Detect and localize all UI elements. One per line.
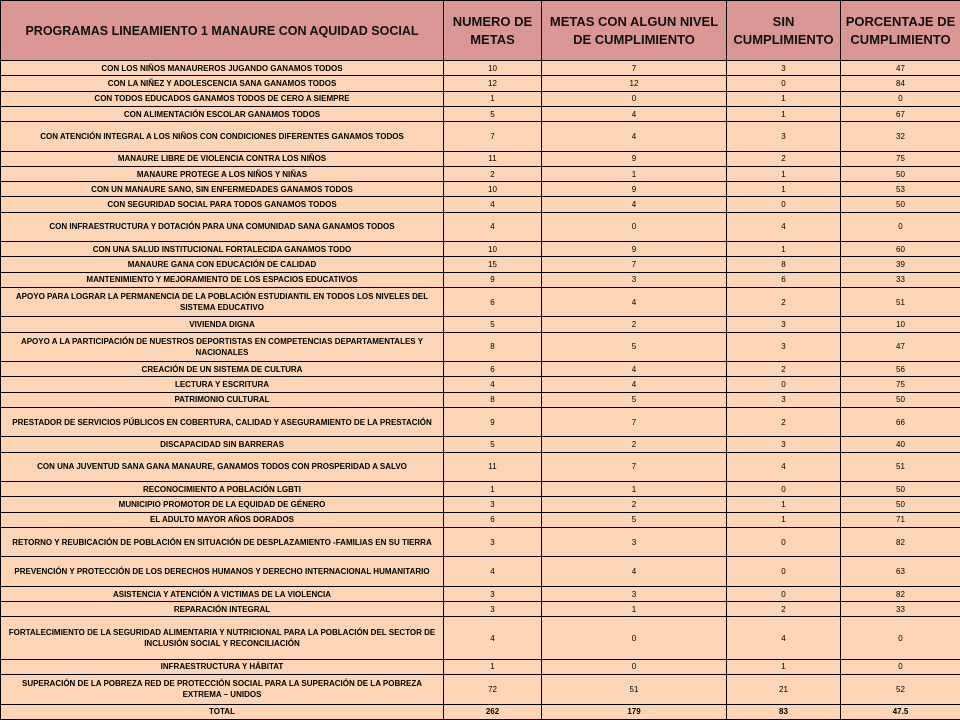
goal-count-cell: 3	[444, 602, 542, 617]
program-name-cell: SUPERACIÓN DE LA POBREZA RED DE PROTECCIÓN SOCIAL PARA LA SUPERACIÓN DE LA POBREZA EXTREMA – UNIDOS	[1, 675, 444, 704]
total-no-compliance-cell: 83	[727, 704, 841, 719]
table-row	[1, 166, 960, 181]
table-row	[1, 91, 960, 106]
goals-with-progress-cell: 7	[542, 408, 727, 437]
compliance-percentage-cell: 50	[841, 197, 960, 212]
no-compliance-cell: 3	[727, 332, 841, 361]
goals-with-progress-cell: 7	[542, 452, 727, 481]
table-row	[1, 392, 960, 407]
program-name-cell: RETORNO Y REUBICACIÓN DE POBLACIÓN EN SITUACIÓN DE DESPLAZAMIENTO -FAMILIAS EN SU TIERRA	[1, 528, 444, 557]
goal-count-cell: 4	[444, 617, 542, 659]
goals-with-progress-cell: 4	[542, 106, 727, 121]
compliance-percentage-cell: 56	[841, 362, 960, 377]
goal-count-cell: 5	[444, 437, 542, 452]
goal-count-cell: 8	[444, 332, 542, 361]
no-compliance-cell: 4	[727, 617, 841, 659]
program-name-cell: CREACIÓN DE UN SISTEMA DE CULTURA	[1, 362, 444, 377]
table-row	[1, 212, 960, 241]
no-compliance-cell: 0	[727, 557, 841, 586]
program-name-cell: INFRAESTRUCTURA Y HÁBITAT	[1, 659, 444, 674]
header-compliance-percentage: PORCENTAJE DE CUMPLIMIENTO	[841, 1, 960, 61]
no-compliance-cell: 2	[727, 151, 841, 166]
no-compliance-cell: 2	[727, 288, 841, 317]
total-goal-count-cell: 262	[444, 704, 542, 719]
goals-with-progress-cell: 2	[542, 437, 727, 452]
table-row	[1, 288, 960, 317]
goals-with-progress-cell: 1	[542, 482, 727, 497]
no-compliance-cell: 2	[727, 408, 841, 437]
goal-count-cell: 10	[444, 61, 542, 76]
compliance-percentage-cell: 50	[841, 482, 960, 497]
program-name-cell: CON UN MANAURE SANO, SIN ENFERMEDADES GANAMOS TODOS	[1, 182, 444, 197]
total-goals-with-progress-cell: 179	[542, 704, 727, 719]
no-compliance-cell: 0	[727, 586, 841, 601]
no-compliance-cell: 1	[727, 91, 841, 106]
goal-count-cell: 7	[444, 122, 542, 151]
no-compliance-cell: 4	[727, 212, 841, 241]
goal-count-cell: 15	[444, 257, 542, 272]
compliance-percentage-cell: 47	[841, 61, 960, 76]
goals-with-progress-cell: 9	[542, 151, 727, 166]
program-name-cell: CON ATENCIÓN INTEGRAL A LOS NIÑOS CON CONDICIONES DIFERENTES GANAMOS TODOS	[1, 122, 444, 151]
goal-count-cell: 8	[444, 392, 542, 407]
compliance-percentage-cell: 40	[841, 437, 960, 452]
goals-with-progress-cell: 4	[542, 197, 727, 212]
goal-count-cell: 11	[444, 151, 542, 166]
no-compliance-cell: 1	[727, 497, 841, 512]
header-row	[1, 1, 960, 61]
program-name-cell: DISCAPACIDAD SIN BARRERAS	[1, 437, 444, 452]
no-compliance-cell: 4	[727, 452, 841, 481]
table-row	[1, 557, 960, 586]
no-compliance-cell: 3	[727, 122, 841, 151]
no-compliance-cell: 0	[727, 377, 841, 392]
table-row	[1, 257, 960, 272]
no-compliance-cell: 2	[727, 602, 841, 617]
no-compliance-cell: 6	[727, 272, 841, 287]
program-name-cell: APOYO A LA PARTICIPACIÓN DE NUESTROS DEPORTISTAS EN COMPETENCIAS DEPARTAMENTALES Y NACIONALES	[1, 332, 444, 361]
goals-with-progress-cell: 7	[542, 257, 727, 272]
no-compliance-cell: 1	[727, 106, 841, 121]
no-compliance-cell: 3	[727, 317, 841, 332]
compliance-percentage-cell: 52	[841, 675, 960, 704]
no-compliance-cell: 0	[727, 528, 841, 557]
goal-count-cell: 4	[444, 197, 542, 212]
total-program-name-cell: TOTAL	[1, 704, 444, 719]
compliance-percentage-cell: 51	[841, 288, 960, 317]
table-row	[1, 76, 960, 91]
goal-count-cell: 6	[444, 512, 542, 527]
goal-count-cell: 3	[444, 497, 542, 512]
compliance-percentage-cell: 84	[841, 76, 960, 91]
goal-count-cell: 5	[444, 106, 542, 121]
compliance-percentage-cell: 75	[841, 377, 960, 392]
goals-with-progress-cell: 1	[542, 602, 727, 617]
goal-count-cell: 9	[444, 408, 542, 437]
goals-with-progress-cell: 4	[542, 377, 727, 392]
no-compliance-cell: 3	[727, 61, 841, 76]
goal-count-cell: 10	[444, 182, 542, 197]
table-row	[1, 122, 960, 151]
program-name-cell: CON SEGURIDAD SOCIAL PARA TODOS GANAMOS TODOS	[1, 197, 444, 212]
table-row	[1, 151, 960, 166]
compliance-percentage-cell: 50	[841, 166, 960, 181]
program-name-cell: MANTENIMIENTO Y MEJORAMIENTO DE LOS ESPACIOS EDUCATIVOS	[1, 272, 444, 287]
compliance-percentage-cell: 33	[841, 272, 960, 287]
table-row	[1, 61, 960, 76]
goal-count-cell: 6	[444, 362, 542, 377]
compliance-percentage-cell: 0	[841, 212, 960, 241]
goal-count-cell: 12	[444, 76, 542, 91]
program-name-cell: VIVIENDA DIGNA	[1, 317, 444, 332]
table-body	[1, 61, 960, 720]
total-compliance-percentage-cell: 47.5	[841, 704, 960, 719]
compliance-percentage-cell: 10	[841, 317, 960, 332]
table-row	[1, 106, 960, 121]
goals-with-progress-cell: 2	[542, 317, 727, 332]
goal-count-cell: 2	[444, 166, 542, 181]
program-name-cell: MANAURE GANA CON EDUCACIÓN DE CALIDAD	[1, 257, 444, 272]
goals-with-progress-cell: 0	[542, 91, 727, 106]
program-name-cell: MANAURE LIBRE DE VIOLENCIA CONTRA LOS NIÑOS	[1, 151, 444, 166]
compliance-percentage-cell: 82	[841, 528, 960, 557]
compliance-percentage-cell: 50	[841, 392, 960, 407]
table-row	[1, 528, 960, 557]
table-row	[1, 452, 960, 481]
table-row	[1, 497, 960, 512]
goals-with-progress-cell: 2	[542, 497, 727, 512]
goal-count-cell: 4	[444, 377, 542, 392]
goal-count-cell: 5	[444, 317, 542, 332]
no-compliance-cell: 1	[727, 182, 841, 197]
no-compliance-cell: 0	[727, 482, 841, 497]
program-name-cell: APOYO PARA LOGRAR LA PERMANENCIA DE LA POBLACIÓN ESTUDIANTIL EN TODOS LOS NIVELES DEL SISTEMA EDUCATIVO	[1, 288, 444, 317]
compliance-percentage-cell: 75	[841, 151, 960, 166]
no-compliance-cell: 1	[727, 242, 841, 257]
header-goals-with-progress: METAS CON ALGUN NIVEL DE CUMPLIMIENTO	[542, 1, 727, 61]
program-name-cell: REPARACIÓN INTEGRAL	[1, 602, 444, 617]
goal-count-cell: 6	[444, 288, 542, 317]
program-name-cell: CON TODOS EDUCADOS GANAMOS TODOS DE CERO A SIEMPRE	[1, 91, 444, 106]
goals-with-progress-cell: 51	[542, 675, 727, 704]
program-name-cell: CON ALIMENTACIÓN ESCOLAR GANAMOS TODOS	[1, 106, 444, 121]
program-name-cell: MANAURE PROTEGE A LOS NIÑOS Y NIÑAS	[1, 166, 444, 181]
goals-with-progress-cell: 3	[542, 272, 727, 287]
no-compliance-cell: 2	[727, 362, 841, 377]
no-compliance-cell: 8	[727, 257, 841, 272]
no-compliance-cell: 3	[727, 437, 841, 452]
no-compliance-cell: 3	[727, 392, 841, 407]
table-row	[1, 332, 960, 361]
no-compliance-cell: 0	[727, 197, 841, 212]
table-row	[1, 437, 960, 452]
table-row	[1, 617, 960, 659]
compliance-percentage-cell: 63	[841, 557, 960, 586]
goals-with-progress-cell: 12	[542, 76, 727, 91]
goals-with-progress-cell: 7	[542, 61, 727, 76]
compliance-percentage-cell: 0	[841, 659, 960, 674]
program-name-cell: ASISTENCIA Y ATENCIÓN A VICTIMAS DE LA VIOLENCIA	[1, 586, 444, 601]
goal-count-cell: 11	[444, 452, 542, 481]
table-row	[1, 197, 960, 212]
program-name-cell: FORTALECIMIENTO DE LA SEGURIDAD ALIMENTARIA Y NUTRICIONAL PARA LA POBLACIÓN DEL SECTOR DE INCLUSIÓN SOCIAL Y RECONCILIACIÓN	[1, 617, 444, 659]
table-row	[1, 362, 960, 377]
table-row	[1, 482, 960, 497]
table-row	[1, 182, 960, 197]
goals-with-progress-cell: 3	[542, 586, 727, 601]
compliance-percentage-cell: 53	[841, 182, 960, 197]
compliance-percentage-cell: 32	[841, 122, 960, 151]
header-program: PROGRAMAS LINEAMIENTO 1 MANAURE CON AQUIDAD SOCIAL	[1, 1, 444, 61]
program-name-cell: PATRIMONIO CULTURAL	[1, 392, 444, 407]
goals-with-progress-cell: 4	[542, 288, 727, 317]
compliance-percentage-cell: 82	[841, 586, 960, 601]
goal-count-cell: 9	[444, 272, 542, 287]
header-goal-count: NUMERO DE METAS	[444, 1, 542, 61]
goals-with-progress-cell: 5	[542, 512, 727, 527]
compliance-percentage-cell: 60	[841, 242, 960, 257]
goals-with-progress-cell: 9	[542, 182, 727, 197]
compliance-percentage-cell: 51	[841, 452, 960, 481]
program-name-cell: CON LOS NIÑOS MANAUREROS JUGANDO GANAMOS TODOS	[1, 61, 444, 76]
program-name-cell: CON INFRAESTRUCTURA Y DOTACIÓN PARA UNA COMUNIDAD SANA GANAMOS TODOS	[1, 212, 444, 241]
no-compliance-cell: 1	[727, 659, 841, 674]
program-name-cell: EL ADULTO MAYOR AÑOS DORADOS	[1, 512, 444, 527]
compliance-percentage-cell: 0	[841, 617, 960, 659]
goal-count-cell: 1	[444, 91, 542, 106]
program-name-cell: PRESTADOR DE SERVICIOS PÚBLICOS EN COBERTURA, CALIDAD Y ASEGURAMIENTO DE LA PRESTACIÓN	[1, 408, 444, 437]
table-row	[1, 512, 960, 527]
goals-with-progress-cell: 4	[542, 122, 727, 151]
compliance-percentage-cell: 33	[841, 602, 960, 617]
goal-count-cell: 1	[444, 659, 542, 674]
compliance-percentage-cell: 67	[841, 106, 960, 121]
table-row	[1, 408, 960, 437]
table-row	[1, 602, 960, 617]
no-compliance-cell: 0	[727, 76, 841, 91]
goal-count-cell: 4	[444, 557, 542, 586]
compliance-percentage-cell: 71	[841, 512, 960, 527]
goals-with-progress-cell: 0	[542, 659, 727, 674]
goal-count-cell: 3	[444, 586, 542, 601]
goals-with-progress-cell: 1	[542, 166, 727, 181]
goals-with-progress-cell: 0	[542, 212, 727, 241]
goals-with-progress-cell: 4	[542, 362, 727, 377]
table-row	[1, 317, 960, 332]
goals-with-progress-cell: 5	[542, 332, 727, 361]
goal-count-cell: 10	[444, 242, 542, 257]
table-row	[1, 272, 960, 287]
goals-with-progress-cell: 9	[542, 242, 727, 257]
goals-with-progress-cell: 4	[542, 557, 727, 586]
compliance-percentage-cell: 47	[841, 332, 960, 361]
no-compliance-cell: 21	[727, 675, 841, 704]
goals-with-progress-cell: 3	[542, 528, 727, 557]
goal-count-cell: 72	[444, 675, 542, 704]
goal-count-cell: 1	[444, 482, 542, 497]
table-row	[1, 675, 960, 704]
program-name-cell: LECTURA Y ESCRITURA	[1, 377, 444, 392]
table-row	[1, 586, 960, 601]
compliance-percentage-cell: 66	[841, 408, 960, 437]
header-no-compliance: SIN CUMPLIMIENTO	[727, 1, 841, 61]
table-row	[1, 377, 960, 392]
goal-count-cell: 4	[444, 212, 542, 241]
goals-with-progress-cell: 5	[542, 392, 727, 407]
compliance-percentage-cell: 0	[841, 91, 960, 106]
program-name-cell: CON UNA JUVENTUD SANA GANA MANAURE, GANAMOS TODOS CON PROSPERIDAD A SALVO	[1, 452, 444, 481]
compliance-percentage-cell: 39	[841, 257, 960, 272]
goals-with-progress-cell: 0	[542, 617, 727, 659]
program-name-cell: CON UNA SALUD INSTITUCIONAL FORTALECIDA GANAMOS TODO	[1, 242, 444, 257]
table-row	[1, 242, 960, 257]
total-row	[1, 704, 960, 719]
program-name-cell: MUNICIPIO PROMOTOR DE LA EQUIDAD DE GÉNERO	[1, 497, 444, 512]
table-row	[1, 659, 960, 674]
goal-count-cell: 3	[444, 528, 542, 557]
program-name-cell: PREVENCIÓN Y PROTECCIÓN DE LOS DERECHOS HUMANOS Y DERECHO INTERNACIONAL HUMANITARIO	[1, 557, 444, 586]
no-compliance-cell: 1	[727, 166, 841, 181]
no-compliance-cell: 1	[727, 512, 841, 527]
program-name-cell: CON LA NIÑEZ Y ADOLESCENCIA SANA GANAMOS TODOS	[1, 76, 444, 91]
program-name-cell: RECONOCIMIENTO A POBLACIÓN LGBTI	[1, 482, 444, 497]
compliance-percentage-cell: 50	[841, 497, 960, 512]
